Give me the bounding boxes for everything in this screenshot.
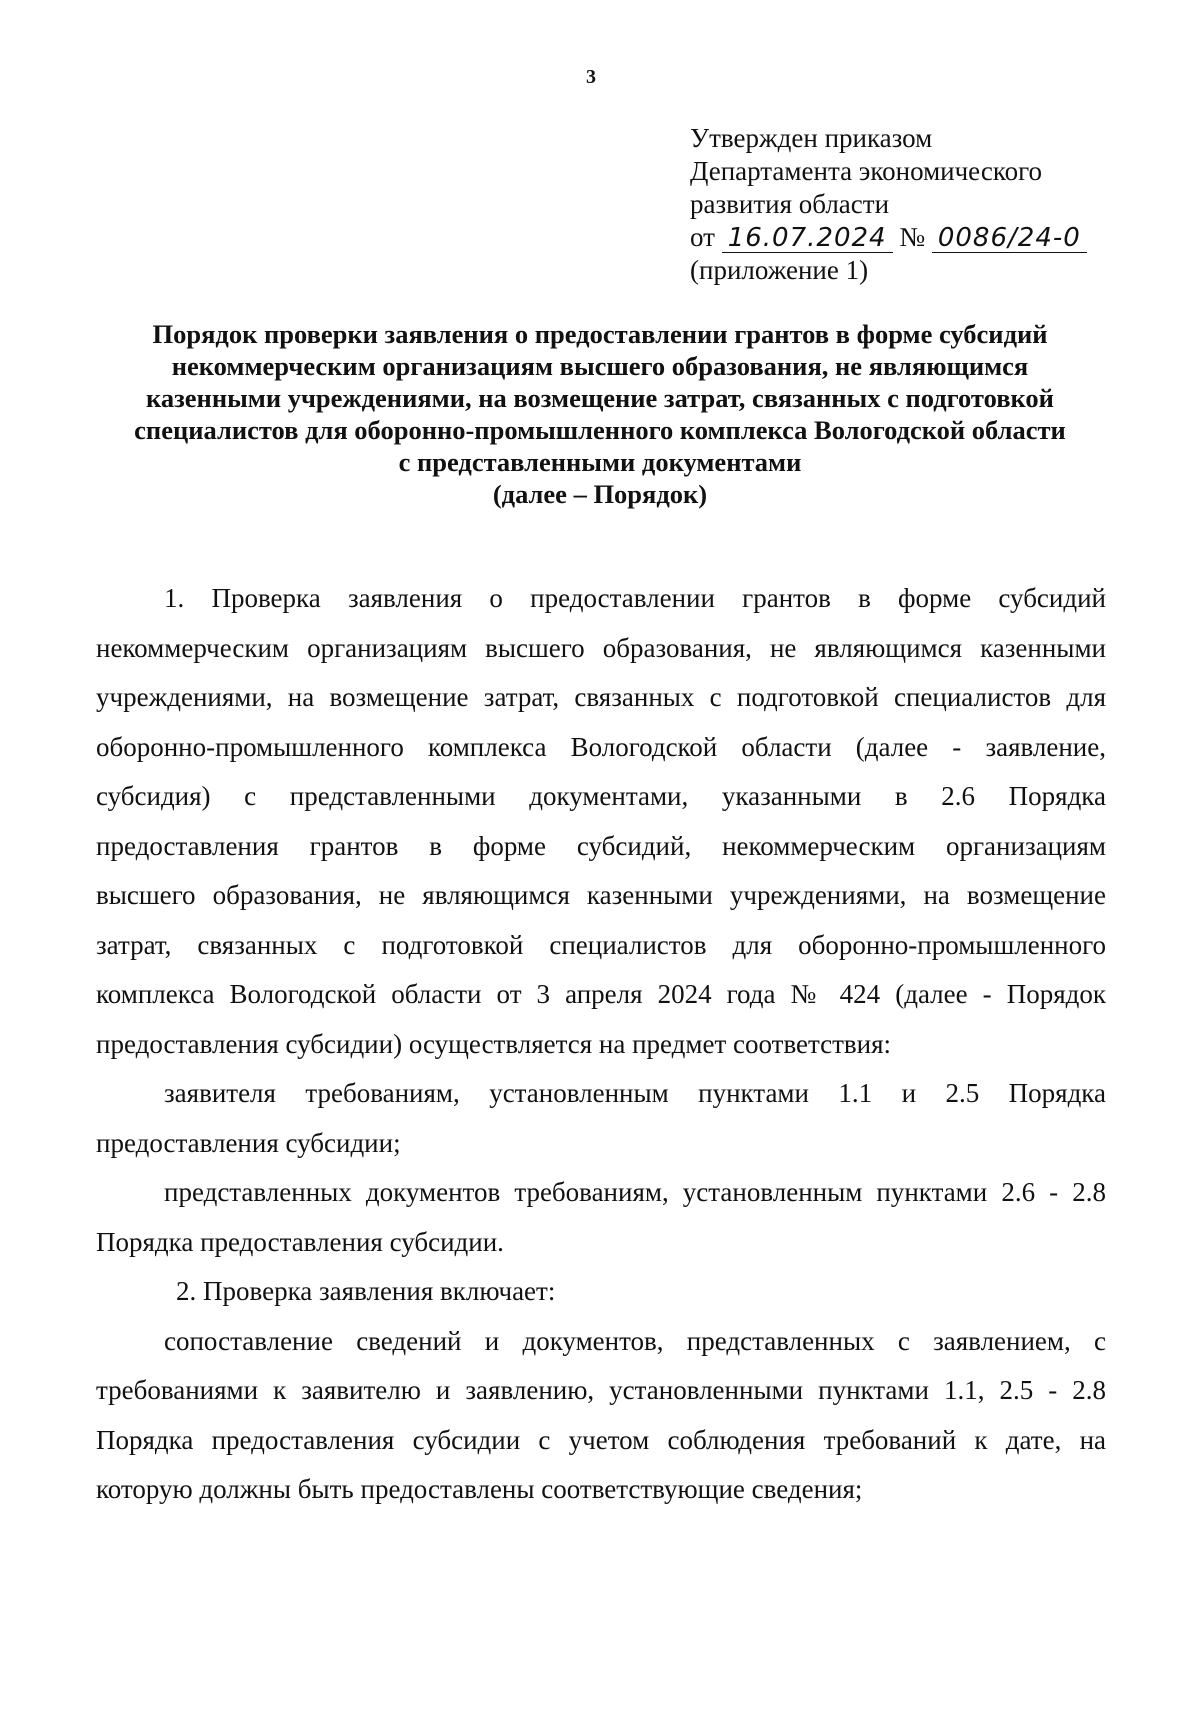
title-line: Порядок проверки заявления о предоставлении грантов в форме субсидий xyxy=(152,319,1048,349)
text-line: некоммерческим организациям высшего образования, не являющимся казенными xyxy=(96,632,1106,663)
title-line: с представленными документами xyxy=(398,447,802,477)
text-line: 2. Проверка заявления включает: xyxy=(176,1276,556,1306)
handwritten-order-number: 0086/24-0 xyxy=(932,224,1087,253)
text-line: 1. Проверка заявления о предоставлении грантов в форме субсидий xyxy=(164,583,1106,613)
text-line: сопоставление сведений и документов, представленных с заявлением, с xyxy=(164,1325,1106,1356)
text-line: высшего образования, не являющимся казенными учреждениями, на возмещение xyxy=(96,880,1106,910)
approval-line-3: развития области xyxy=(690,189,890,219)
text-line: оборонно-промышленного комплекса Вологодской области (далее - заявление, xyxy=(96,731,1106,762)
text-line: предоставления грантов в форме субсидий, некоммерческим организациям xyxy=(96,830,1106,861)
text-line: предоставления субсидии) осуществляется на предмет соответствия: xyxy=(96,1028,892,1059)
paragraph-1 xyxy=(96,574,1106,1069)
text-line: учреждениями, на возмещение затрат, связанных с подготовкой специалистов для xyxy=(96,682,1106,712)
text-line: заявителя требованиям, установленным пунктами 1.1 и 2.5 Порядка xyxy=(164,1078,1106,1108)
title-line: некоммерческим организациям высшего образования, не являющимся xyxy=(171,351,1029,381)
title-line: специалистов для оборонно-промышленного комплекса Вологодской области xyxy=(134,415,1066,445)
approval-line-2: Департамента экономического xyxy=(690,156,1042,186)
approval-line-1: Утвержден приказом xyxy=(690,123,933,153)
paragraph-4 xyxy=(96,1267,1106,1317)
approval-line-5: (приложение 1) xyxy=(690,255,869,285)
text-line: субсидия) с представленными документами, указанными в 2.6 Порядка xyxy=(96,781,1106,811)
text-line: затрат, связанных с подготовкой специалистов для оборонно-промышленного xyxy=(96,929,1106,960)
number-sign: № xyxy=(899,222,926,252)
text-line: Порядка предоставления субсидии. xyxy=(96,1226,504,1257)
document-body xyxy=(96,574,1106,1515)
paragraph-5 xyxy=(96,1317,1106,1515)
text-line: комплекса Вологодской области от 3 апреля 2024 года № 424 (далее - Порядок xyxy=(96,979,1106,1009)
text-line: предоставления субсидии; xyxy=(96,1127,401,1158)
text-line: требованиями к заявителю и заявлению, установленными пунктами 1.1, 2.5 - 2.8 xyxy=(96,1375,1106,1405)
title-line: (далее – Порядок) xyxy=(492,479,708,509)
text-line: представленных документов требованиям, установленным пунктами 2.6 - 2.8 xyxy=(164,1177,1106,1207)
page-number: 3 xyxy=(586,66,596,88)
title-line: казенными учреждениями, на возмещение затрат, связанных с подготовкой xyxy=(146,383,1054,413)
paragraph-2 xyxy=(96,1069,1106,1168)
text-line: которую должны быть предоставлены соответствующие сведения; xyxy=(96,1474,863,1504)
date-prefix: от xyxy=(690,222,715,252)
handwritten-date: 16.07.2024 xyxy=(722,224,893,253)
paragraph-3 xyxy=(96,1168,1106,1267)
approval-stamp-block xyxy=(690,122,1170,287)
text-line: Порядка предоставления субсидии с учетом соблюдения требований к дате, на xyxy=(96,1424,1106,1455)
approval-date-line xyxy=(690,221,1170,254)
document-title xyxy=(96,318,1104,510)
